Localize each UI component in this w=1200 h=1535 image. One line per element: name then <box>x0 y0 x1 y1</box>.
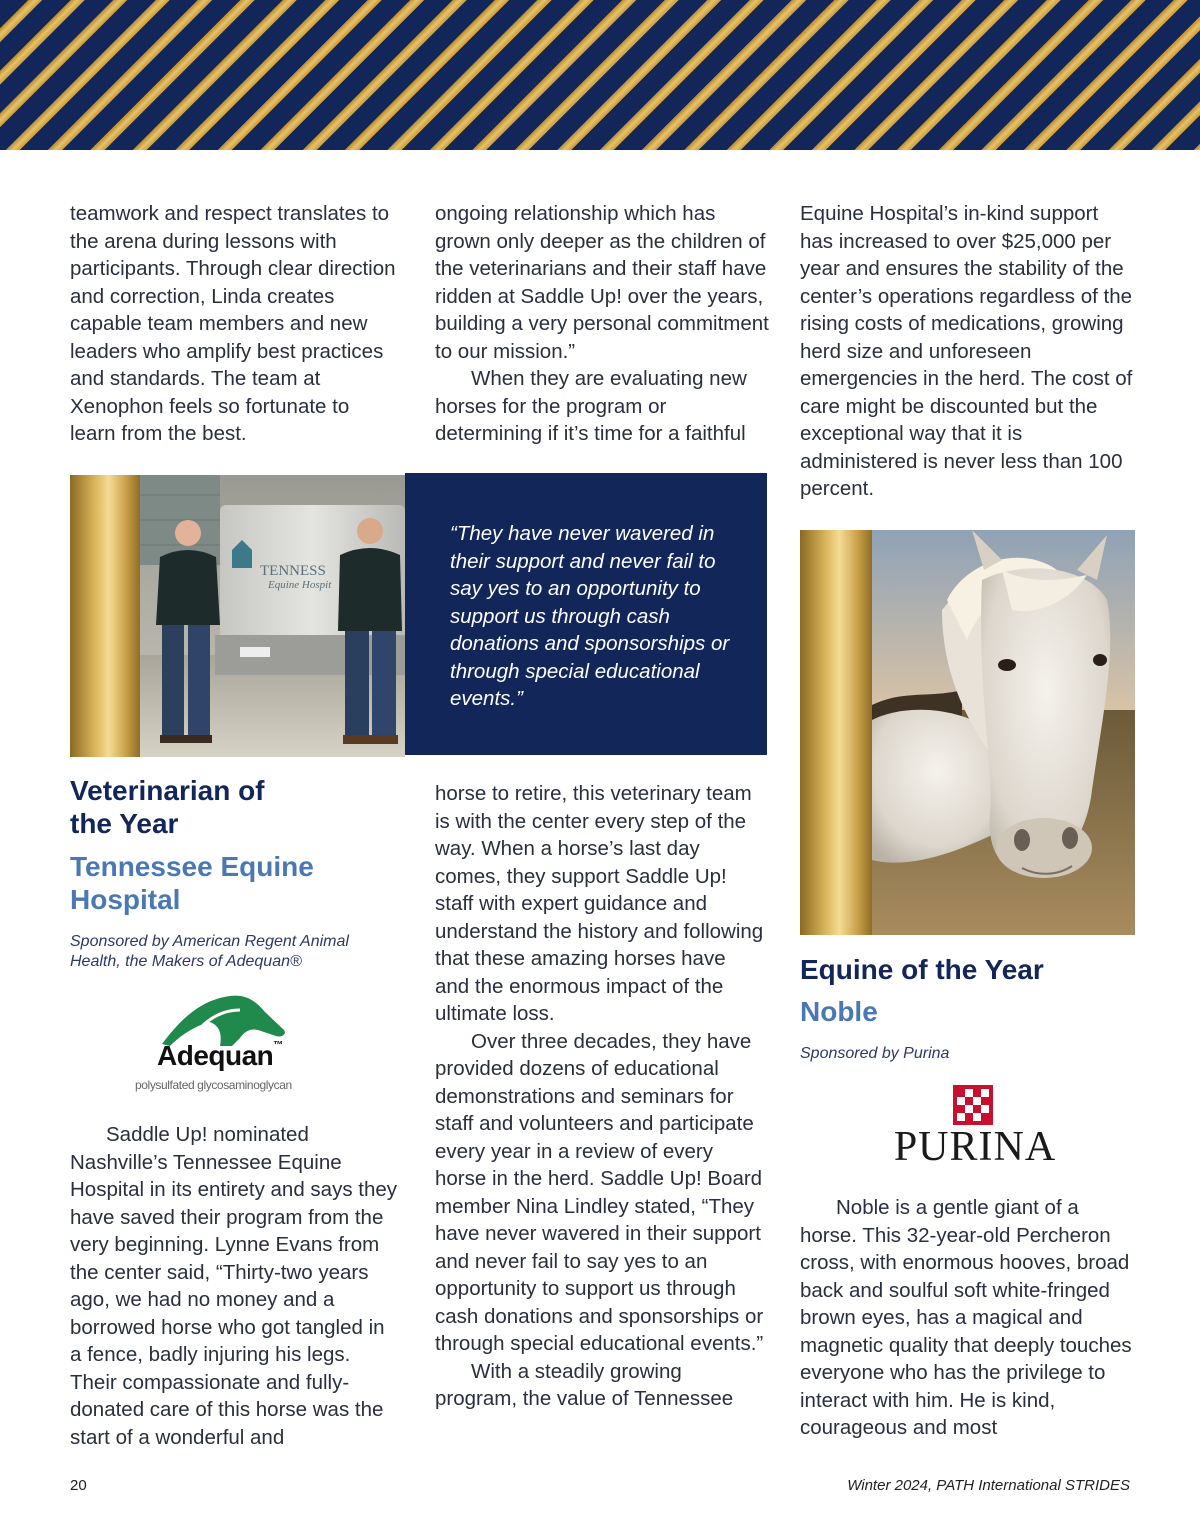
vet-sponsor-credit: Sponsored by American Regent Animal Health, the Makers of Adequan® <box>70 933 349 970</box>
adequan-trademark: ™ <box>273 1040 283 1051</box>
adequan-tagline: polysulfated glycosaminoglycan <box>135 1078 292 1092</box>
checkerboard-logo-icon <box>953 1085 993 1125</box>
paragraph: ongoing relationship which has grown only deeper as the children of the veterinarians and their staff have ridden at Saddle Up! over the years, building a very personal commitment to our mission.” <box>435 202 769 363</box>
adequan-logo <box>135 990 335 1100</box>
truck-sign-subtext: Equine Hospit <box>268 579 332 591</box>
paragraph: Over three decades, they have provided dozens of educational demonstrations and seminars for staff and volunteers and participate every year in a review of every horse in the herd. Saddle Up! Board member Nina Lindley stated, “They have never wavered in their support and never fail to say yes to an opportunity to support us through cash donations and sponsorships or through special educational events.” <box>435 1029 764 1355</box>
pull-quote-box <box>405 473 767 755</box>
column1-bottom-text <box>70 1121 400 1451</box>
adequan-name: Adequan <box>157 1040 274 1071</box>
purina-wordmark: PURINA <box>893 1124 1057 1170</box>
equine-award-heading: Equine of the Year <box>800 954 1044 985</box>
horse-photo-illustration <box>872 530 1135 935</box>
column3-top-text <box>800 200 1135 503</box>
column3-bottom-text <box>800 1194 1135 1442</box>
adequan-wordmark <box>157 1040 283 1072</box>
gold-accent-bar <box>800 530 872 935</box>
column2-bottom-text <box>435 780 765 1413</box>
equine-sponsor-credit: Sponsored by Purina <box>800 1045 950 1062</box>
header-stripes <box>0 0 1200 150</box>
paragraph: horse to retire, this veterinary team is with the center every step of the way. When a horse’s last day comes, they support Saddle Up! staff with expert guidance and understand the history and following that these amazing horses have and the enormous impact of the ultimate loss. <box>435 782 764 1025</box>
publication-credit: Winter 2024, PATH International STRIDES <box>847 1477 1130 1494</box>
paragraph: Saddle Up! nominated Nashville’s Tennessee Equine Hospital in its entirety and says they have saved their program from the very beginning. Lynne Evans from the center said, “Thirty-two years ago, we had no money and a borrowed horse who got tangled in a fence, badly injuring his legs. Their compassionate and fully-donated care of this horse was the start of a wonderful and <box>70 1123 398 1449</box>
truck-sign-text: TENNESS <box>260 563 326 579</box>
column1-top-text <box>70 200 400 448</box>
paragraph: teamwork and respect translates to the arena during lessons with participants. Through clear direction and correction, Linda creates capable team members and new leaders who amplify best practices and standards. The team at Xenophon feels so fortunate to learn from the best. <box>70 202 396 445</box>
vet-award-heading: Veterinarian of the Year <box>70 775 265 839</box>
paragraph: Noble is a gentle giant of a horse. This 32-year-old Percheron cross, with enormous hooves, broad back and soulful soft white-fringed brown eyes, has a magical and magnetic quality that deeply touches everyone who has the privilege to interact with him. He is kind, courageous and most <box>800 1196 1132 1439</box>
vet-award-winner: Tennessee Equine Hospital <box>70 851 314 915</box>
vet-photo-illustration <box>140 475 405 757</box>
vet-team-photo <box>140 475 405 757</box>
page-number: 20 <box>70 1477 87 1494</box>
paragraph: With a steadily growing program, the value of Tennessee <box>435 1359 734 1410</box>
gold-accent-bar <box>70 475 140 757</box>
equine-award-winner: Noble <box>800 996 878 1027</box>
paragraph: When they are evaluating new horses for the program or determining if it’s time for a faithful <box>435 367 747 445</box>
paragraph: Equine Hospital’s in-kind support has increased to over $25,000 per year and ensures the stability of the center’s operations regardless of the rising costs of medications, growing herd size and unforeseen emergencies in the herd. The cost of care might be discounted but the exceptional way that it is administered is never less than 100 percent. <box>800 202 1133 500</box>
purina-logo <box>890 1085 1060 1170</box>
pull-quote-text: “They have never wavered in their support and never fail to say yes to an opportunity to support us through cash donations and sponsorships or through special educational events.” <box>450 522 730 710</box>
column2-top-text <box>435 200 770 448</box>
noble-horse-photo <box>872 530 1135 935</box>
